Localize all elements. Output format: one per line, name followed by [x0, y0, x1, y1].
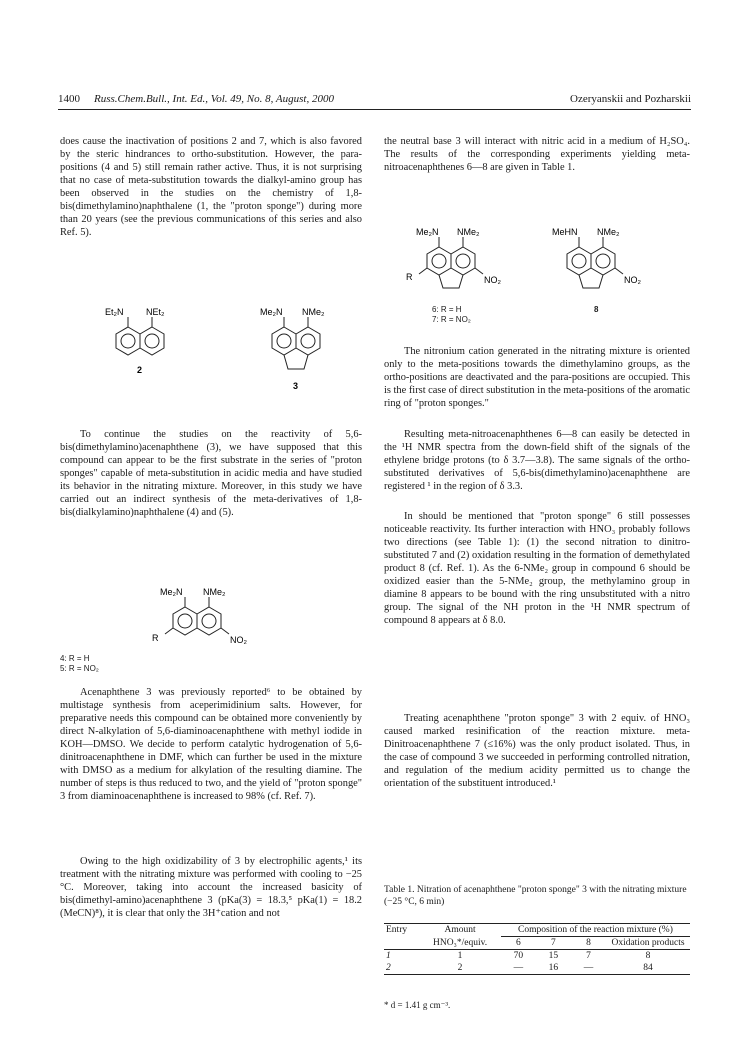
authors: Ozeryanskii and Pozharskii	[570, 93, 691, 105]
s45-label-a: 4: R = H	[60, 654, 90, 663]
s67-r: R	[406, 272, 413, 282]
cell: 16	[548, 963, 559, 973]
s67-label-a: 6: R = H	[432, 305, 462, 314]
results-table	[384, 923, 690, 975]
paragraph-text: Acenaphthene 3 was previously reported⁶ to be obtained by multistage synthesis from aceperimidinium salts. However, for preparative needs this compound can be obtained more conveniently by direct N-alkylation of 5,6-diaminoacenaphthene with methyl iodide in KOH—DMSO. We decide to perform catalytic hydrogenation of 5,6-dinitroacenaphthene in DMF, which can further be used in the mixture with DMSO as a medium for alkylation of the resulting diamine. The number of steps is thus reduced to two, and the yield of "proton sponge" 3 from diaminoacenaphthene is increased to 98% (cf. Ref. 7).	[60, 687, 362, 803]
structures-2-3	[60, 305, 360, 410]
left-paragraph-2	[60, 428, 362, 519]
cell: 1	[457, 951, 463, 961]
cell: 2	[386, 963, 391, 973]
left-paragraph-1	[60, 135, 362, 239]
table-footnote: * d = 1.41 g cm⁻³.	[384, 1000, 451, 1010]
paragraph-text: In should be mentioned that "proton sponge" 6 still possesses noticeable reactivity. Its further interaction with HNO₃ probably follows two directions (see Table 1): (1) the second nitration to dinitro-substituted 7 and (2) oxidation resulting in the formation of demethylated product 8 (cf. Ref. 1). As the 6-NMe₂ group in compound 6 should be oxidized easier than the 5-NMe₂ group, the methylamino group in diamine 8 appears to be bound with the ring unsubstituted with a nitro group. The signal of the NH proton in the ¹H NMR spectrum of compound 8 appears at δ 8.0.	[384, 511, 690, 627]
structures-6-7-8	[384, 225, 690, 305]
left-paragraph-3	[60, 686, 362, 803]
page-number: 1400	[58, 93, 80, 105]
s67-no2: NO₂	[484, 275, 501, 285]
header-rule	[58, 109, 691, 110]
cell: 15	[548, 951, 559, 961]
s45-no2: NO₂	[230, 635, 247, 645]
table-caption: Table 1. Nitration of acenaphthene "proton sponge" 3 with the nitrating mixture (−25 °C, 6 min)	[384, 885, 687, 907]
paragraph-text: does cause the inactivation of positions 2 and 7, which is also favored by the steric hindrances to ortho-substitution. However, the para-positions (4 and 5) still remain rather active. Thus, it is not surprising that no case of meta-substitution towards the dialkyl-amino group has been observed in the studies on the chemistry of 1,8-bis(dimethylamino)naphthalene (1, the "proton sponge") during more than 20 years (see the previous communications of this series and also Ref. 5).	[60, 136, 362, 239]
right-paragraph-5	[384, 712, 690, 790]
paragraph-text: Resulting meta-nitroacenaphthenes 6—8 can easily be detected in the ¹H NMR spectra from the down-field shift of the signals of the ethylene bridge protons (to δ 3.7—3.8). The same signals of the ortho-substituted derivatives of 5,6-bis(dimethylamino)acenaphthene are registered ¹ in the region of δ 3.3.	[384, 429, 690, 493]
table-row	[384, 950, 690, 963]
th-hno3: HNO₃*/equiv.	[432, 937, 488, 948]
s45-left-group: Me₂N	[160, 587, 183, 597]
s67-label-b: 7: R = NO₂	[432, 315, 471, 324]
cell: 70	[513, 951, 524, 961]
s8-label: 8	[594, 305, 599, 314]
s45-r: R	[152, 633, 159, 643]
cell: 84	[643, 963, 653, 973]
cell: —	[513, 963, 524, 973]
s3-right-group: NMe₂	[302, 307, 325, 317]
right-paragraph-4	[384, 510, 690, 627]
s8-left-group: MeHN	[552, 227, 578, 237]
table-row	[384, 962, 690, 975]
paragraph-text: the neutral base 3 will interact with nitric acid in a medium of H₂SO₄. The results of the corresponding experiments yielding meta-nitroacenaphthenes 6—8 are given in Table 1.	[384, 136, 690, 174]
s67-left-group: Me₂N	[416, 227, 439, 237]
th-blank	[384, 937, 419, 950]
right-paragraph-2	[384, 345, 690, 410]
s3-left-group: Me₂N	[260, 307, 283, 317]
left-paragraph-4	[60, 855, 362, 920]
th-7: 7	[551, 938, 556, 948]
cell: 2	[457, 963, 463, 973]
s2-left-group: Et₂N	[105, 307, 124, 317]
cell: 1	[386, 951, 391, 961]
th-oxid: Oxidation products	[611, 938, 685, 948]
th-amount: Amount	[444, 925, 476, 936]
th-6: 6	[515, 938, 521, 948]
th-composition: Composition of the reaction mixture (%)	[501, 924, 690, 937]
table-subheader-row	[384, 937, 690, 950]
table-header-row	[384, 924, 690, 937]
running-header	[58, 93, 691, 109]
journal-citation: Russ.Chem.Bull., Int. Ed., Vol. 49, No. 8, August, 2000	[94, 93, 334, 105]
right-paragraph-1	[384, 135, 690, 174]
cell: 7	[586, 951, 591, 961]
cell: —	[583, 963, 594, 973]
paragraph-text: Owing to the high oxidizability of 3 by electrophilic agents,¹ its treatment with the nitrating mixture was performed with cooling to −25 °C. Moreover, taking into account the increased basicity of bis(dimethyl-amino)acenaphthene 3 (pKa(3) = 18.3,⁵ pKa(1) = 18.2 (MeCN)⁸), it is clear that only the 3H⁺cation and not	[60, 856, 362, 920]
th-8: 8	[586, 938, 591, 948]
right-paragraph-3	[384, 428, 690, 493]
th-entry: Entry	[386, 925, 408, 936]
paragraph-text: Treating acenaphthene "proton sponge" 3 with 2 equiv. of HNO₃ caused marked resinification of the reaction mixture. meta-Dinitroacenaphthene 7 (≤16%) was the only product isolated. Thus, in the case of compound 3 we succeeded in performing controlled nitration, and regulation of the medium acidity permitted us to change the orientation of the substituent introduced.¹	[384, 713, 690, 790]
s45-label-b: 5: R = NO₂	[60, 664, 99, 673]
s3-label: 3	[293, 381, 299, 391]
structures-4-5	[60, 585, 360, 675]
cell: 8	[645, 951, 651, 961]
s8-no2: NO₂	[624, 275, 641, 285]
paragraph-text: The nitronium cation generated in the nitrating mixture is oriented only to the meta-positions towards the dimethylamino groups, as the ortho-positions are deactivated and the para-positions are occupied. This is the first case of direct substitution in the meta-positions of the aromatic ring of "proton sponges."	[384, 346, 690, 410]
s2-label: 2	[137, 365, 143, 375]
paragraph-text: To continue the studies on the reactivity of 5,6-bis(dimethylamino)acenaphthene (3), we have supposed that this compound can appear to be the first substrate in the series of "proton sponges" capable of meta-substitution in acidic media and have studied its behavior in the nitrating mixture. Moreover, in this study we have carried out an indirect synthesis of the meta-derivatives of 1,8-bis(dialkylamino)naphthalene (4) and (5).	[60, 429, 362, 519]
s8-right-group: NMe₂	[597, 227, 620, 237]
s45-right-group: NMe₂	[203, 587, 226, 597]
s2-right-group: NEt₂	[146, 307, 165, 317]
s67-right-group: NMe₂	[457, 227, 480, 237]
